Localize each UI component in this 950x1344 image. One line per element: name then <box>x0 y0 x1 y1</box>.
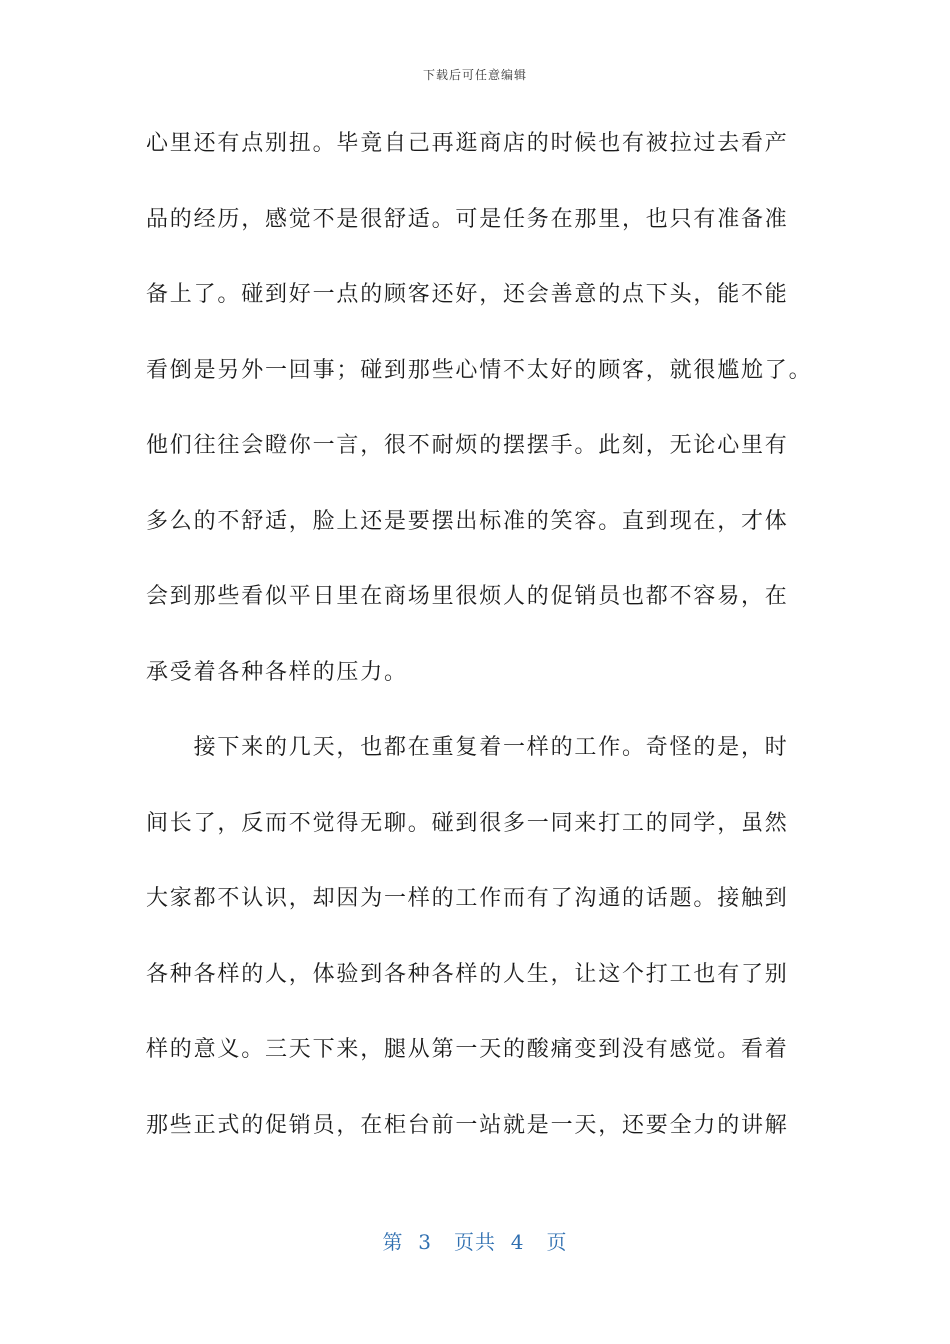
text-line: 会到那些看似平日里在商场里很烦人的促销员也都不容易，在 <box>146 584 789 609</box>
text-line: 那些正式的促销员，在柜台前一站就是一天，还要全力的讲解 <box>146 1112 789 1138</box>
text-line: 看倒是另外一回事；碰到那些心情不太好的顾客，就很尴尬了。 <box>146 357 813 383</box>
text-line: 备上了。碰到好一点的顾客还好，还会善意的点下头，能不能 <box>146 282 789 307</box>
page-number-footer: 第 3 页共 4 页 <box>382 1230 568 1254</box>
text-line: 大家都不认识，却因为一样的工作而有了沟通的话题。接触到 <box>146 886 789 911</box>
text-line: 样的意义。三天下来，腿从第一天的酸痛变到没有感觉。看着 <box>146 1037 789 1062</box>
text-line: 他们往往会瞪你一言，很不耐烦的摆摆手。此刻，无论心里有 <box>146 433 789 458</box>
page-header: 下载后可任意编辑 <box>422 68 527 82</box>
text-line: 接下来的几天，也都在重复着一样的工作。奇怪的是，时 <box>146 735 789 760</box>
document-body <box>146 126 826 1183</box>
text-line: 各种各样的人，体验到各种各样的人生，让这个打工也有了别 <box>146 961 789 987</box>
text-line: 多么的不舒适，脸上还是要摆出标准的笑容。直到现在，才体 <box>146 508 789 534</box>
text-line: 品的经历，感觉不是很舒适。可是任务在那里，也只有准备准 <box>146 206 789 232</box>
text-line: 心里还有点别扭。毕竟自己再逛商店的时候也有被拉过去看产 <box>146 131 789 156</box>
text-line: 间长了，反而不觉得无聊。碰到很多一同来打工的同学，虽然 <box>146 810 789 836</box>
text-line: 承受着各种各样的压力。 <box>146 659 408 685</box>
